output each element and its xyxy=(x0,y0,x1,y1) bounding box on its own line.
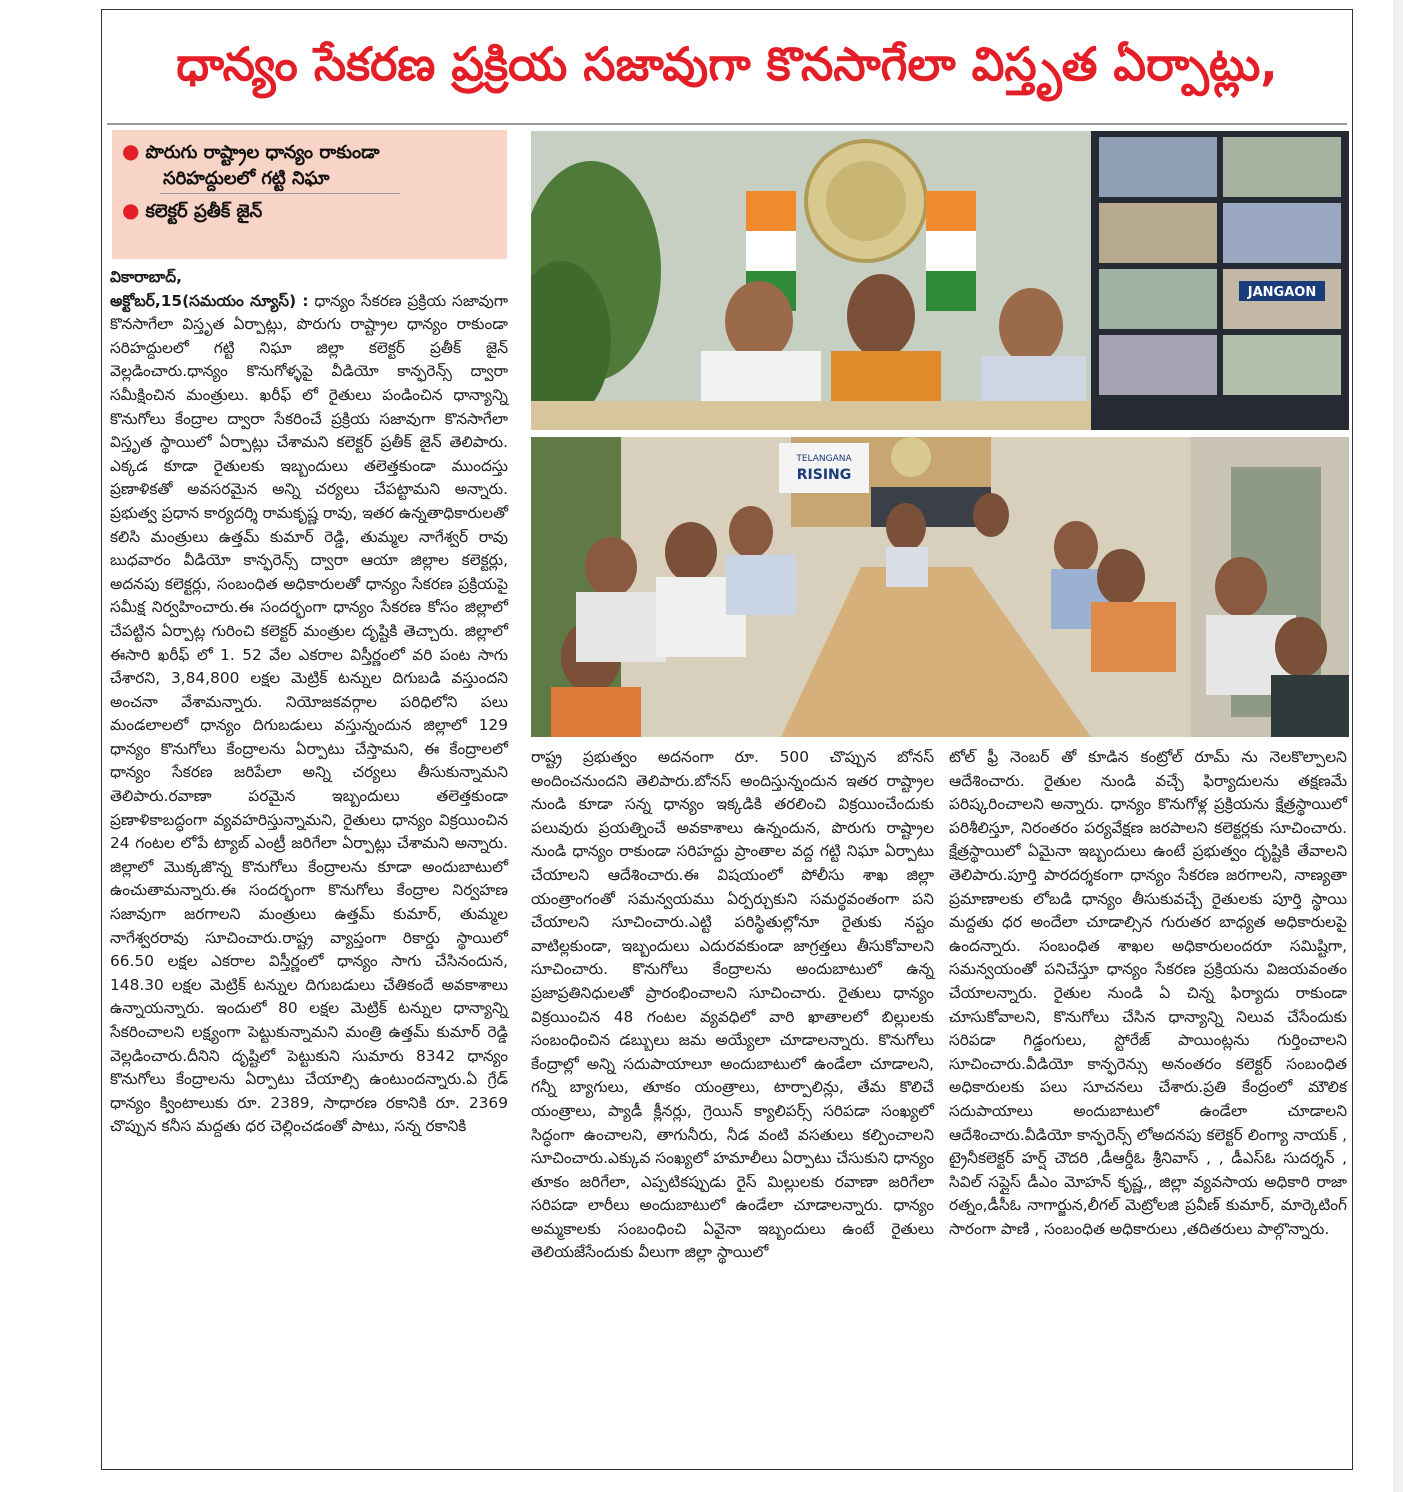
meeting-hall-photo xyxy=(531,437,1349,737)
article-column-3 xyxy=(949,746,1347,1241)
bullet-icon: ● xyxy=(122,139,140,163)
wall-logo-line-2: RISING xyxy=(796,467,852,483)
meeting-hall-photo-art xyxy=(531,437,1349,737)
article-column-2 xyxy=(531,746,934,1265)
body-text: ధాన్యం సేకరణ ప్రక్రియ సజావుగా కొనసాగేలా విస్తృత ఏర్పాట్లు, పొరుగు రాష్ట్రాల ధాన్యం రాకుండా సరిహద్దులలో గట్టి నిఘా జిల్లా కలెక్టర్ ప్రతీక్ జైన్ వెల్లడించారు.ధాన్యం కొనుగోళ్ళపై వీడియో కాన్ఫరెన్స్ ద్వారా సమీక్షించిన మంత్రులు. ఖరీఫ్ లో రైతులు పండించిన ధాన్యాన్ని కొనుగోలు కేంద్రాల ద్వారా సేకరించే ప్రక్రియ సజావుగా కొనసాగేలా విస్తృత స్థాయిలో ఏర్పాట్లు చేశామని కలెక్టర్ ప్రతీక్ జైన్ తెలిపారు. ఎక్కడ కూడా రైతులకు ఇబ్బందులు తలెత్తకుండా ముందస్తు ప్రణాళికతో అవసరమైన అన్ని చర్యలు చేపట్టామని అన్నారు. ప్రభుత్వ ప్రధాన కార్యదర్శి రామకృష్ణ రావు, ఇతర ఉన్నతాధికారులతో కలిసి మంత్రులు ఉత్తమ్ కుమార్ రెడ్డి, తుమ్మల నాగేశ్వర్ రావు బుధవారం వీడియో కాన్ఫరెన్స్ ద్వారా ఆయా జిల్లాల కలెక్టర్లు, అదనపు కలెక్టర్లు, సంబంధిత అధికారులతో ధాన్యం సేకరణ ప్రక్రియపై సమీక్ష నిర్వహించారు.ఈ సందర్భంగా ధాన్యం సేకరణ కోసం జిల్లాలో చేపట్టిన ఏర్పాట్ల గురించి కలెక్టర్ మంత్రుల దృష్టికి తెచ్చారు. జిల్లాలో ఈసారి ఖరీఫ్ లో 1. 52 వేల ఎకరాల విస్తీర్ణంలో వరి పంట సాగు చేశారని, 3,84,800 లక్షల మెట్రిక్ టన్నుల దిగుబడి వస్తుందని అంచనా వేశామన్నారు. నియోజకవర్గాల పరిధిలోని పలు మండలాలలో ధాన్యం దిగుబడులు వస్తున్నందున జిల్లాలో 129 ధాన్యం కొనుగోలు కేంద్రాలను ఏర్పాటు చేస్తామని, ఈ కేంద్రాలలో ధాన్యం సేకరణ జరిపేలా అన్ని చర్యలు తీసుకున్నామని తెలిపారు.రవాణా పరమైన ఇబ్బందులు తలెత్తకుండా ప్రణాళికాబద్ధంగా వ్యవహరిస్తున్నామని, రైతులు ధాన్యం విక్రయించిన 24 గంటల లోపే ట్యాబ్ ఎంట్రీ జరిగేలా ఏర్పాట్లు చేశామని అన్నారు. జిల్లాలో మొక్కజొన్న కొనుగోలు కేంద్రాలను కూడా అందుబాటులో ఉంచుతామన్నారు.ఈ సందర్భంగా కొనుగోలు కేంద్రాల నిర్వహణ సజావుగా జరగాలని మంత్రులు ఉత్తమ్ కుమార్, తుమ్మల నాగేశ్వరరావు సూచించారు.రాష్ట్ర వ్యాప్తంగా రికార్డు స్థాయిలో 66.50 లక్షల ఎకరాల విస్తీర్ణంలో ధాన్యం సాగు చేసినందున, 148.30 లక్షల మెట్రిక్ టన్నుల దిగుబడులు చేతికందే అవకాశాలు ఉన్నాయన్నారు. ఇందులో 80 లక్షల మెట్రిక్ టన్నుల ధాన్యాన్ని సేకరించాలని లక్ష్యంగా పెట్టుకున్నామని మంత్రి ఉత్తమ్ కుమార్ రెడ్డి వెల్లడించారు.దీనిని దృష్టిలో పెట్టుకుని సుమారు 8342 ధాన్యం కొనుగోలు కేంద్రాలను ఏర్పాటు చేయాల్సి ఉంటుందన్నారు.ఏ గ్రేడ్ ధాన్యం క్వింటాలుకు రూ. 2389, సాధారణ రకానికి రూ. 2369 చొప్పున కనీస మద్దతు ధర చెల్లించడంతో పాటు, సన్న రకానికి xyxy=(110,291,508,1136)
wall-logo-line-1: TELANGANA xyxy=(796,454,852,464)
highlight-divider xyxy=(160,193,400,194)
place-name: వికారాబాద్, xyxy=(110,268,182,286)
page-margin xyxy=(1393,0,1403,1492)
article-column-1 xyxy=(110,266,508,1139)
highlights-box xyxy=(112,130,507,259)
highlight-1: ● పొరుగు రాష్ట్రాల ధాన్యం రాకుండా xyxy=(122,139,380,163)
video-conference-photo xyxy=(531,131,1349,430)
video-conference-photo-art xyxy=(531,131,1349,430)
headline: ధాన్యం సేకరణ ప్రక్రియ సజావుగా కొనసాగేలా విస్తృత ఏర్పాట్లు, xyxy=(176,37,1278,91)
bullet-icon: ● xyxy=(122,198,140,222)
screen-label: JANGAON xyxy=(1247,285,1317,300)
headline-rule xyxy=(107,123,1347,125)
highlight-2: ● కలెక్టర్ ప్రతీక్ జైన్ xyxy=(122,198,263,222)
body-text: రాష్ట్ర ప్రభుత్వం అదనంగా రూ. 500 చొప్పున బోనస్ అందించనుందని తెలిపారు.బోనస్ అందిస్తున్నందున ఇతర రాష్ట్రాల నుండి కూడా సన్న ధాన్యం ఇక్కడికి తరలించి విక్రయించేందుకు పలువురు ప్రయత్నించే అవకాశాలు ఉన్నందున, పొరుగు రాష్ట్రాల నుండి ధాన్యం రాకుండా సరిహద్దు ప్రాంతాల వద్ద గట్టి నిఘా ఏర్పాటు చేయాలని ఆదేశించారు.ఈ విషయంలో పోలీసు శాఖ జిల్లా యంత్రాంగంతో సమన్వయము ఏర్పర్చుకుని సమర్థవంతంగా పని చేయాలని సూచించారు.ఎట్టి పరిస్థితుల్లోనూ రైతుకు నష్టం వాటిల్లకుండా, ఇబ్బందులు ఎదురవకుండా జాగ్రత్తలు తీసుకోవాలని సూచించారు. కొనుగోలు కేంద్రాలను అందుబాటులో ఉన్న ప్రజాప్రతినిధులతో ప్రారంభించాలని సూచించారు. రైతులు ధాన్యం విక్రయించిన 48 గంటల వ్యవధిలో వారి ఖాతాలలో బిల్లులకు సంబంధించిన డబ్బులు జమ అయ్యేలా చూడాలన్నారు. కొనుగోలు కేంద్రాల్లో అన్ని సదుపాయాలూ అందుబాటులో ఉండేలా చూడాలని, గన్నీ బ్యాగులు, తూకం యంత్రాలు, టార్పాలిన్లు, తేమ కొలిచే యంత్రాలు, ప్యాడీ క్లీనర్లు, గ్రెయిన్ క్యాలిపర్స్ సరిపడా సంఖ్యలో సిద్ధంగా ఉంచాలని, తాగునీరు, నీడ వంటి వసతులు కల్పించాలని సూచించారు.ఎక్కువ సంఖ్యలో హమాలీలు ఏర్పాటు చేసుకుని ధాన్యం తూకం జరిగేలా, ఎప్పటికప్పుడు రైస్ మిల్లులకు రవాణా జరిగేలా సరిపడా లారీలు అందుబాటులో ఉండేలా చూడాలన్నారు. ధాన్యం అమ్మకాలకు సంబంధించి ఏవైనా ఇబ్బందులు ఉంటే రైతులు తెలియజేసేందుకు వీలుగా జిల్లా స్థాయిలో xyxy=(531,748,934,1262)
body-text: టోల్ ఫ్రీ నెంబర్ తో కూడిన కంట్రోల్ రూమ్ ను నెలకొల్పాలని ఆదేశించారు. రైతుల నుండి వచ్చే ఫిర్యాదులను తక్షణమే పరిష్కరించాలని అన్నారు. ధాన్యం కొనుగోళ్ల ప్రక్రియను క్షేత్రస్థాయిలో పరిశీలిస్తూ, నిరంతరం పర్యవేక్షణ జరపాలని కలెక్టర్లకు సూచించారు. క్షేత్రస్థాయిలో ఏమైనా ఇబ్బందులు ఉంటే ప్రభుత్వం దృష్టికి తేవాలని తెలిపారు.పూర్తి పారదర్శకంగా ధాన్యం సేకరణ జరగాలని, నాణ్యతా ప్రమాణాలకు లోబడి ధాన్యం తీసుకువచ్చే రైతులకు పూర్తి స్థాయి మద్దతు ధర అందేలా చూడాల్సిన గురుతర బాధ్యత అధికారులపై ఉందన్నారు. సంబంధిత శాఖల అధికారులందరూ సమిష్టిగా, సమన్వయంతో పనిచేస్తూ ధాన్యం సేకరణ ప్రక్రియను విజయవంతం చేయాలన్నారు. రైతుల నుండి ఏ చిన్న ఫిర్యాదు రాకుండా చూసుకోవాలని, కొనుగోలు చేసిన ధాన్యాన్ని నిలువ చేసేందుకు సరిపడా గిడ్డంగులు, స్టోరేజ్ పాయింట్లను గుర్తించాలని సూచించారు.వీడియో కాన్ఫరెన్సు అనంతరం కలెక్టర్ సంబంధిత అధికారులకు పలు సూచనలు చేశారు.ప్రతి కేంద్రంలో మౌలిక సదుపాయాలు అందుబాటులో ఉండేలా చూడాలని ఆదేశించారు.వీడియో కాన్ఫరెన్స్ లోఅదనపు కలెక్టర్ లింగ్యా నాయక్ , ట్రైనీకలెక్టర్ హర్ష్ చౌదరి ,డీఆర్డీఓ శ్రీనివాస్ , , డీఎస్ఓ సుదర్శన్ , సివిల్ సప్లైస్ డీఎం మోహన్ కృష్ణ,, జిల్లా వ్యవసాయ అధికారి రాజా రత్నం,డీసీఓ నాగార్జున,లీగల్ మెట్రోలజి ప్రవీణ్ కుమార్, మార్కెటింగ్ సారంగా పాణి , సంబంధిత అధికారులు ,తదితరులు పాల్గొన్నారు. xyxy=(949,748,1347,1238)
dateline: అక్టోబర్,15(సమయం న్యూస్) : xyxy=(110,291,309,310)
highlight-1-cont: సరిహద్దులలో గట్టి నిఘా xyxy=(163,168,330,189)
